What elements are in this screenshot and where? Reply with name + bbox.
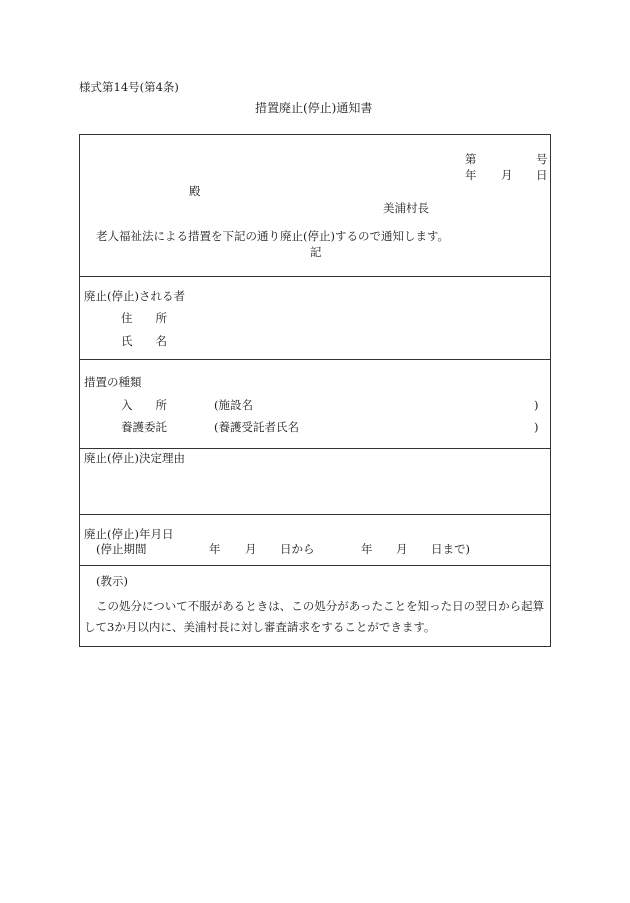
name-label: 氏 名 [121, 334, 167, 348]
care-detail-open: (養護受託者氏名 [214, 420, 299, 434]
care-label: 養護委託 [121, 420, 167, 434]
date-heading: 廃止(停止)年月日 [84, 527, 174, 541]
divider-5 [80, 565, 550, 566]
divider-3 [80, 448, 550, 449]
divider-1 [80, 276, 550, 277]
form-number: 様式第14号(第4条) [79, 80, 179, 94]
admission-label: 入 所 [121, 398, 167, 412]
notice-text: 老人福祉法による措置を下記の通り廃止(停止)するので通知します。 [96, 229, 450, 243]
admission-detail-open: (施設名 [214, 398, 253, 412]
to-year: 年 [361, 542, 373, 556]
period-label: (停止期間 [96, 542, 147, 556]
from-day: 日から [280, 542, 315, 556]
to-month: 月 [396, 542, 408, 556]
divider-4 [80, 514, 550, 515]
form-table [79, 134, 551, 647]
instruction-line-2: して3か月以内に、美浦村長に対し審査請求をすることができます。 [84, 620, 436, 634]
addressee-honorific: 殿 [189, 184, 201, 198]
person-heading: 廃止(停止)される者 [84, 289, 185, 303]
measure-heading: 措置の種類 [84, 375, 142, 389]
address-label: 住 所 [121, 311, 167, 325]
issuer: 美浦村長 [383, 201, 429, 215]
admission-detail-close: ) [534, 398, 539, 412]
reason-heading: 廃止(停止)決定理由 [84, 451, 185, 465]
date-day: 日 [536, 168, 548, 182]
document-title: 措置廃止(停止)通知書 [255, 101, 373, 115]
number-suffix: 号 [536, 152, 548, 166]
from-year: 年 [209, 542, 221, 556]
to-day: 日まで) [431, 542, 470, 556]
ki-label: 記 [310, 245, 322, 259]
from-month: 月 [245, 542, 257, 556]
divider-2 [80, 359, 550, 360]
date-month: 月 [501, 168, 513, 182]
instruction-heading: (教示) [96, 574, 128, 588]
care-detail-close: ) [534, 420, 539, 434]
number-prefix: 第 [465, 152, 477, 166]
date-year: 年 [465, 168, 477, 182]
instruction-line-1: この処分について不服があるときは、この処分があったことを知った日の翌日から起算 [96, 599, 545, 613]
